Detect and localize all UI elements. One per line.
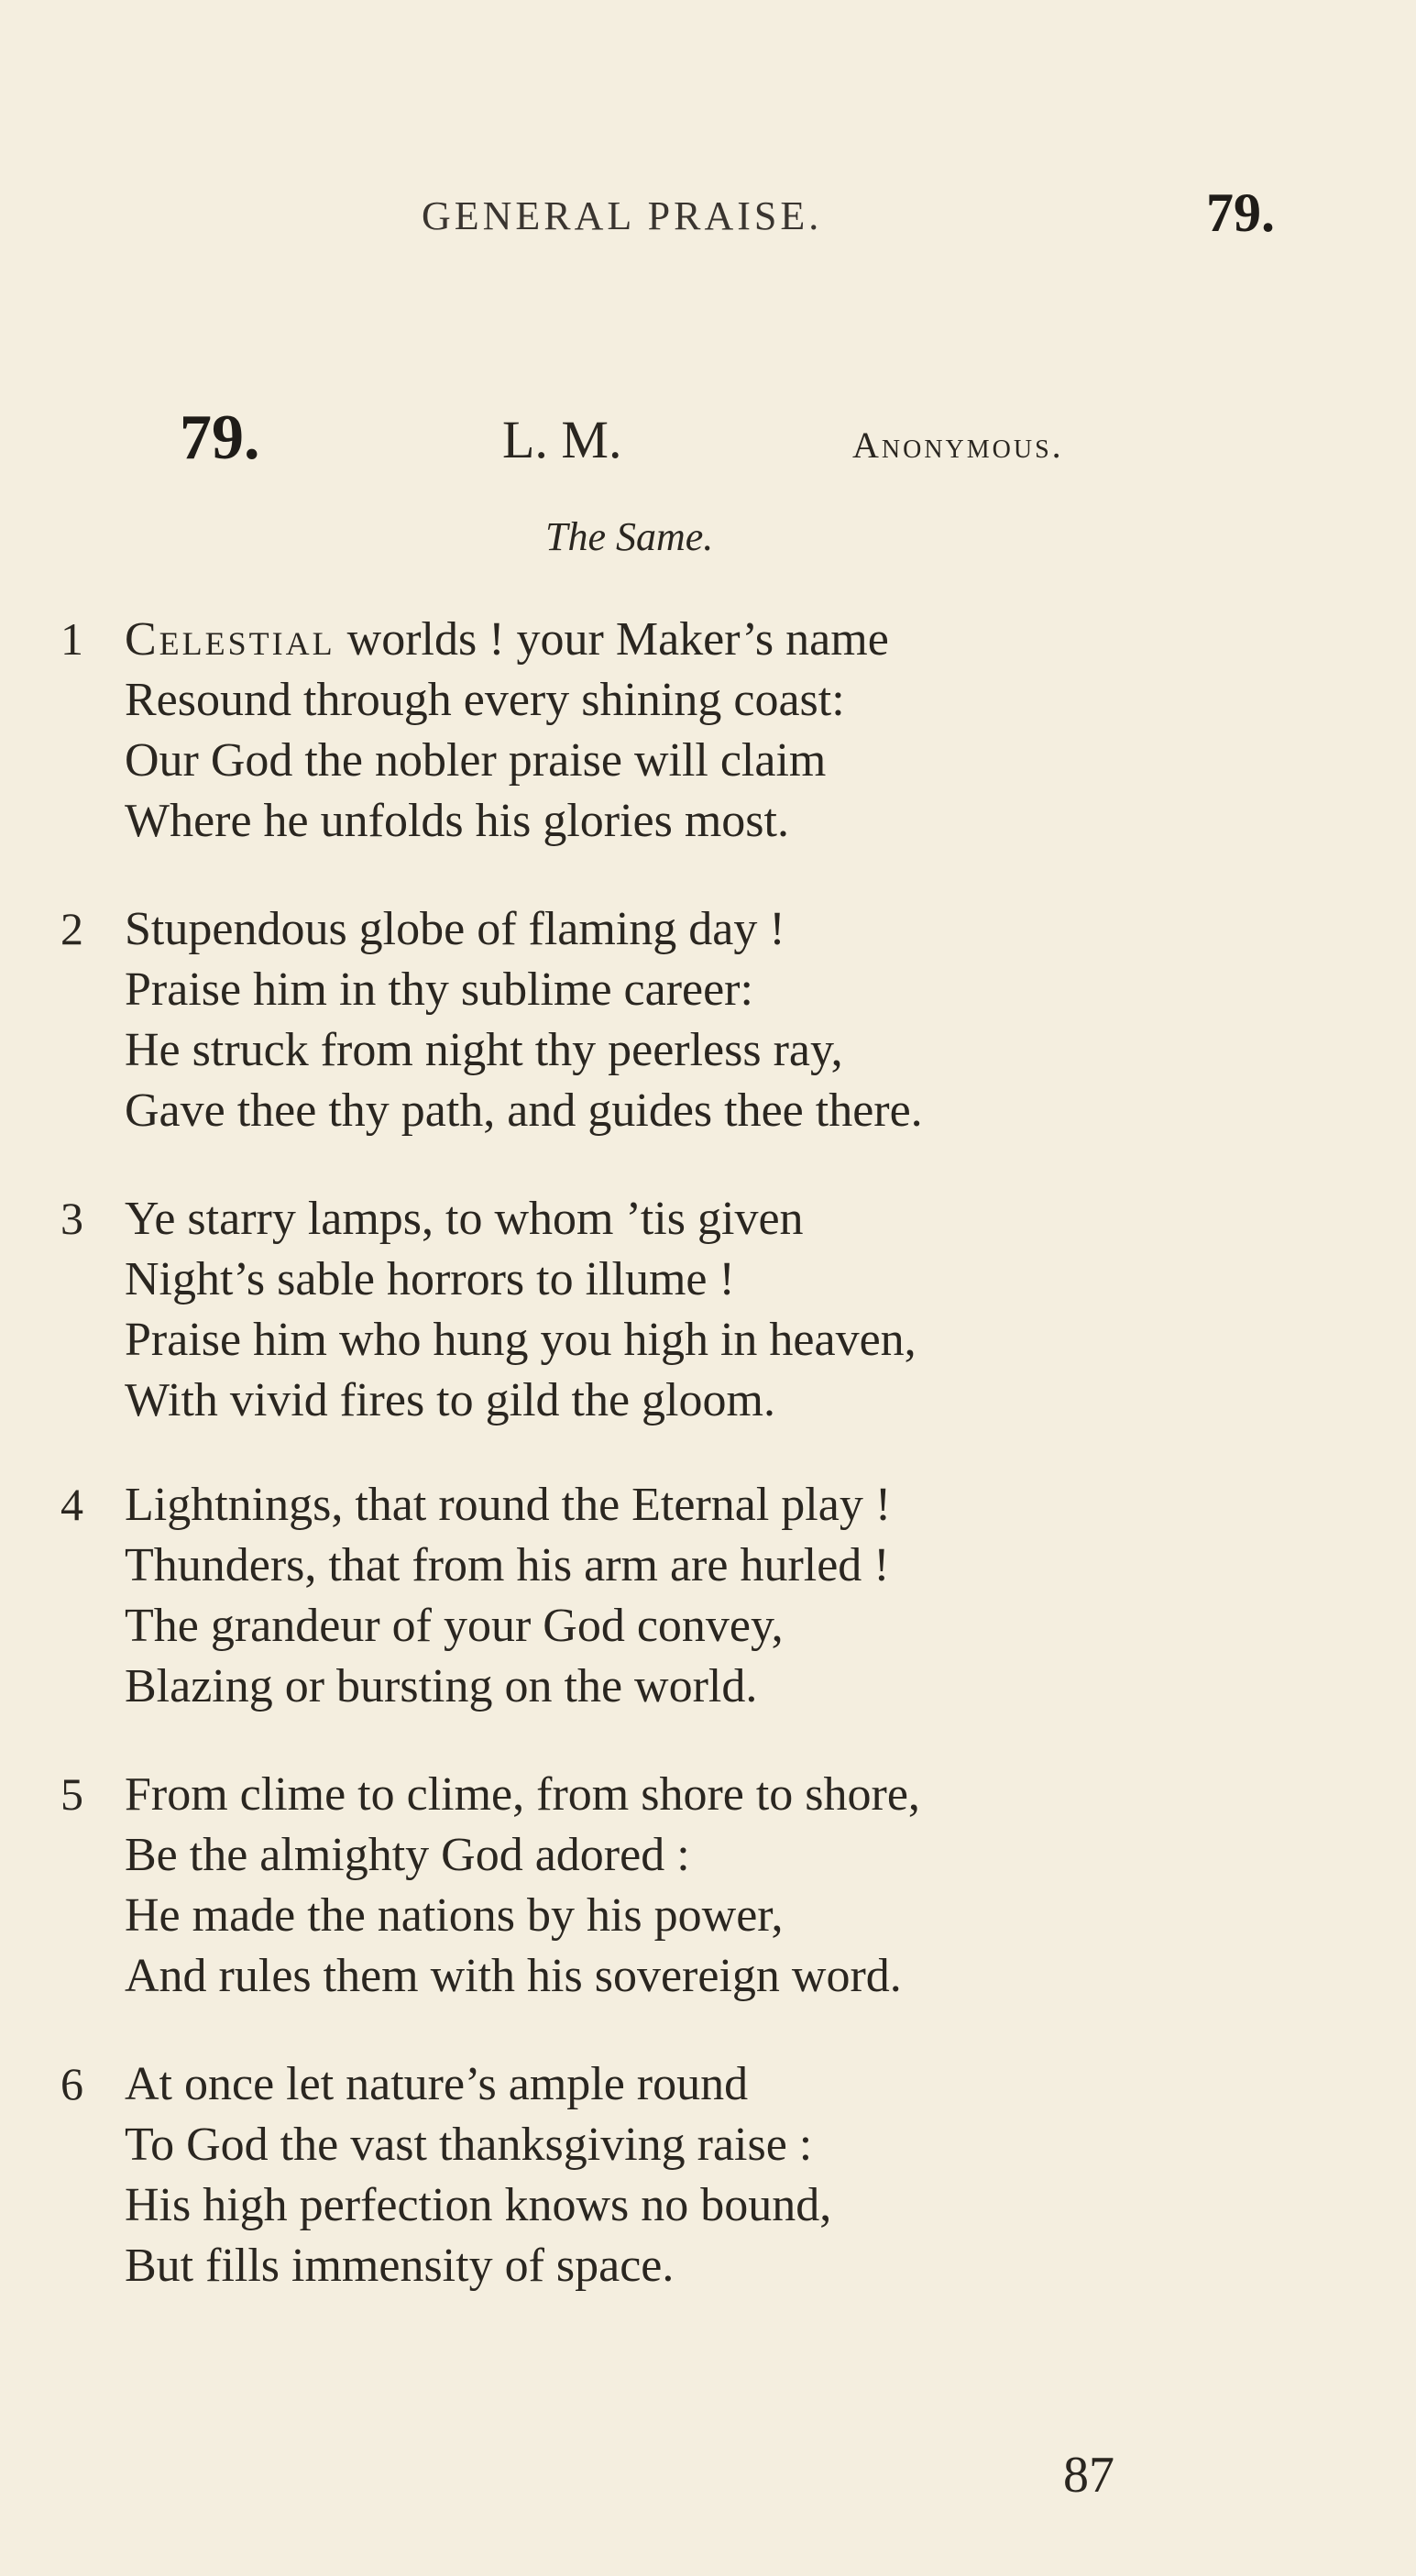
stanza-line: Thunders, that from his arm are hurled ! — [125, 1539, 890, 1591]
stanza-line-text: worlds ! your Maker’s name — [335, 613, 889, 666]
stanza-line: Lightnings, that round the Eternal play ! — [125, 1479, 892, 1531]
stanza-line: He struck from night thy peerless ray, — [125, 1024, 843, 1076]
hymn-number: 79. — [180, 402, 260, 473]
stanza-line — [125, 612, 889, 667]
stanza-line: Blazing or bursting on the world. — [125, 1660, 758, 1712]
page-number: 87 — [1063, 2447, 1114, 2504]
hymn-subtitle: The Same. — [545, 514, 714, 559]
running-header-hymn-number: 79. — [1206, 182, 1275, 243]
stanza-line: Ye starry lamps, to whom ’tis given — [125, 1193, 804, 1245]
stanza-line: To God the vast thanksgiving raise : — [125, 2119, 813, 2171]
stanza-line: Stupendous globe of flaming day ! — [125, 903, 785, 955]
stanza-line: Night’s sable horrors to illume ! — [125, 1253, 735, 1305]
stanza-line: At once let nature’s ample round — [125, 2058, 749, 2110]
stanza-line: From clime to clime, from shore to shore, — [125, 1768, 920, 1821]
stanza-number: 5 — [60, 1768, 83, 1820]
stanza-line: And rules them with his sovereign word. — [125, 1950, 902, 2002]
stanza-line: Praise him in thy sublime career: — [125, 963, 753, 1016]
stanza-line: Our God the nobler praise will claim — [125, 734, 827, 787]
stanza-line: Where he unfolds his glories most. — [125, 795, 789, 847]
stanza-line: His high perfection knows no bound, — [125, 2179, 832, 2231]
running-header-title: GENERAL PRAISE. — [422, 193, 823, 238]
stanza-number: 4 — [60, 1479, 83, 1530]
stanza-line: Praise him who hung you high in heaven, — [125, 1314, 917, 1366]
stanza-line: The grandeur of your God convey, — [125, 1600, 784, 1652]
stanza-line: Gave thee thy path, and guides thee there. — [125, 1084, 923, 1137]
stanza-number: 2 — [60, 903, 83, 954]
stanza-first-word: Celestial — [125, 613, 335, 666]
stanza-line: With vivid fires to gild the gloom. — [125, 1374, 775, 1426]
stanza-number: 6 — [60, 2058, 83, 2109]
stanza-number: 3 — [60, 1193, 83, 1244]
stanza-line: He made the nations by his power, — [125, 1889, 784, 1942]
stanza-line: Resound through every shining coast: — [125, 674, 845, 726]
stanza-number: 1 — [60, 613, 83, 665]
hymn-author: Anonymous. — [852, 424, 1064, 466]
stanza-line: But fills immensity of space. — [125, 2240, 675, 2292]
hymn-meter: L. M. — [502, 410, 622, 469]
stanza-line: Be the almighty God adored : — [125, 1829, 690, 1881]
